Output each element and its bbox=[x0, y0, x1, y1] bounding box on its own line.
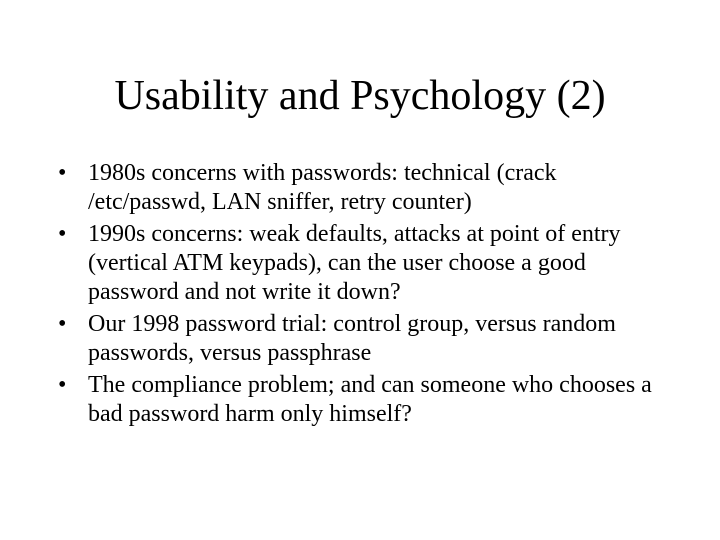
bullet-mark: • bbox=[58, 372, 67, 398]
bullet-item-1980s bbox=[58, 159, 678, 217]
bullet-text: The compliance problem; and can someone who chooses a bad password harm only himself? bbox=[88, 372, 652, 427]
bullet-item-1990s bbox=[58, 220, 678, 307]
bullet-list bbox=[58, 159, 678, 432]
bullet-mark: • bbox=[58, 221, 67, 247]
bullet-item-compliance bbox=[58, 371, 678, 429]
bullet-item-1998-trial bbox=[58, 310, 678, 368]
bullet-mark: • bbox=[58, 311, 67, 337]
bullet-text: 1980s concerns with passwords: technical (crack /etc/passwd, LAN sniffer, retry counter) bbox=[88, 160, 557, 215]
slide-title: Usability and Psychology (2) bbox=[114, 73, 606, 119]
bullet-text: Our 1998 password trial: control group, versus random passwords, versus passphrase bbox=[88, 311, 616, 366]
bullet-text: 1990s concerns: weak defaults, attacks at point of entry (vertical ATM keypads), can the user choose a good password and not write it down? bbox=[88, 221, 621, 305]
bullet-mark: • bbox=[58, 160, 67, 186]
